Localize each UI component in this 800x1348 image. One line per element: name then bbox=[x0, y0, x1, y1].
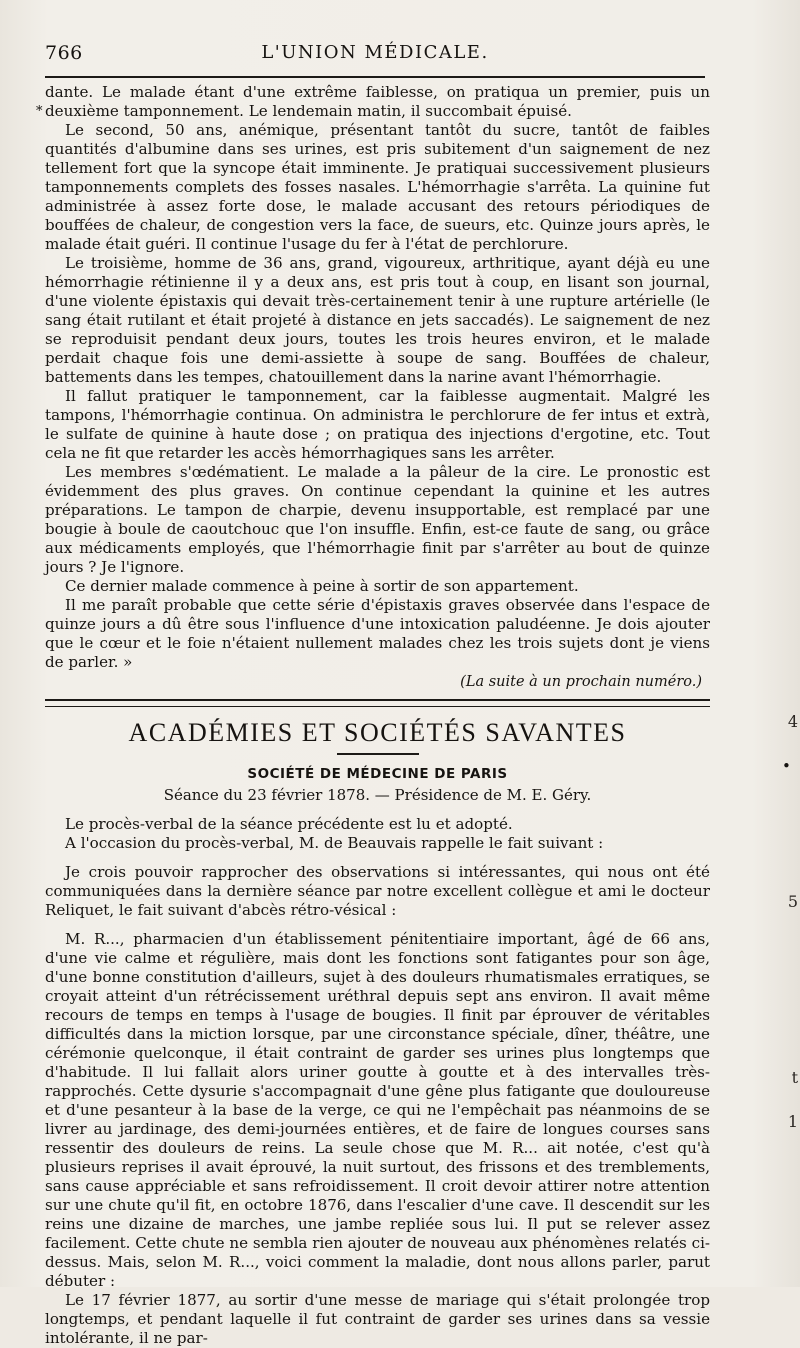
edge-digit: 4 bbox=[787, 712, 798, 731]
edge-digit: t bbox=[791, 1068, 798, 1087]
paragraph: Les membres s'œdématient. Le malade a la pâleur de la cire. Le pronostic est évidemment des plus graves. On continue cependant la quinine et les autres préparations. Le tampon de charpie, devenu insupportable, est remplacé par une bougie à boule de caoutchouc que l'on insuffle. Enfin, est-ce faute de sang, ou grâce aux médicaments employés, que l'hémorrhagie finit par s'arrêter au bout de quinze jours ? Je l'ignore. bbox=[45, 463, 710, 576]
continuation-note: (La suite à un prochain numéro.) bbox=[460, 674, 702, 690]
session-line: Séance du 23 février 1878. — Présidence de M. E. Géry. bbox=[163, 786, 592, 804]
paragraph-gap bbox=[45, 920, 710, 930]
section-divider bbox=[45, 699, 710, 707]
paragraph: Il me paraît probable que cette série d'épistaxis graves observée dans l'espace de quinze jours a dû être sous l'influence d'une intoxication paludéenne. Je dois ajouter que le cœur et le foie n'étaient nullement malades chez les trois sujets dont je viens de parler. » bbox=[45, 596, 710, 671]
society-heading: SOCIÉTÉ DE MÉDECINE DE PARIS bbox=[247, 766, 508, 782]
paragraph: Il fallut pratiquer le tamponnement, car la faiblesse augmentait. Malgré les tampons, l'hémorrhagie continua. On administra le perchlorure de fer intus et extrà, le sulfate de quinine à haute dose ; on pratiqua des injections d'ergotine, etc. Tout cela ne fit que retarder les accès hémorrhagiques sans les arrêter. bbox=[45, 387, 710, 462]
paragraph: Le 17 février 1877, au sortir d'une messe de mariage qui s'était prolongée trop longtemps, et pendant laquelle il fut contraint de garder ses urines dans sa vessie intolérante, il ne par- bbox=[45, 1291, 710, 1347]
paragraph: Le troisième, homme de 36 ans, grand, vigoureux, arthritique, ayant déjà eu une hémorrhagie rétinienne il y a deux ans, est pris tout à coup, en lisant son journal, d'une violente épistaxis qui devait très-certainement tenir à une rupture artérielle (le sang était rutilant et était projeté à distance en jets saccadés). Le saignement de nez se reproduisit pendant deux jours, toutes les trois heures environ, et le malade perdait chaque fois une demi-assiette à soupe de sang. Bouffées de chaleur, battements dans les tempes, chatouillement dans la narine avant l'hémorrhagie. bbox=[45, 254, 710, 386]
edge-digit: 1 bbox=[787, 1112, 798, 1131]
paragraph: Le procès-verbal de la séance précédente est lu et adopté. bbox=[65, 815, 513, 833]
paragraph: M. R..., pharmacien d'un établissement pénitentiaire important, âgé de 66 ans, d'une vie calme et régulière, mais dont les fonctions sont fatigantes pour son âge, d'une bonne constitution d'ailleurs, sujet à des douleurs rhumatismales erratiques, se croyait atteint d'un rétrécissement uréthral depuis sept ans environ. Il avait même recours de temps en temps à l'usage de bougies. Il finit par éprouver de véritables difficultés dans la miction lorsque, par une circonstance spéciale, dîner, théâtre, une cérémonie quelconque, il était contraint de garder ses urines plus longtemps que d'habitude. Il lui fallait alors uriner goutte à goutte et à des intervalles très-rapprochés. Cette dysurie s'accompagnait d'une gêne plus fatigante que douloureuse et d'une pesanteur à la base de la verge, ce qui ne l'empêchait pas néanmoins de se livrer au jardinage, des demi-journées entières, et de faire de longues courses sans ressentir des douleurs de reins. La seule chose que M. R... ait notée, c'est qu'à plusieurs reprises il avait éprouvé, la nuit surtout, des frissons et des tremblements, sans cause appréciable et sans refroidissement. Il croit devoir attirer notre attention sur une chute qu'il fit, en octobre 1876, dans l'escalier d'une cave. Il descendit sur les reins une dizaine de marches, une jambe repliée sous lui. Il put se relever assez facilement. Cette chute ne sembla rien ajouter de nouveau aux phénomènes relatés ci-dessus. Mais, selon M. R..., voici comment la maladie, dont nous allons parler, parut débuter : bbox=[45, 930, 710, 1290]
edge-digit: 5 bbox=[787, 892, 798, 911]
text-column bbox=[45, 83, 710, 1348]
paragraph: Ce dernier malade commence à peine à sortir de son appartement. bbox=[65, 577, 579, 595]
paragraph: dante. Le malade étant d'une extrême faiblesse, on pratiqua un premier, puis un deuxième tamponnement. Le lendemain matin, il succombait épuisé. bbox=[45, 83, 710, 120]
minutes-text bbox=[45, 815, 710, 1348]
title-underline bbox=[337, 753, 419, 755]
paragraph: Le second, 50 ans, anémique, présentant tantôt du sucre, tantôt de faibles quantités d'albumine dans ses urines, est pris subitement d'un saignement de nez tellement fort que la syncope était imminente. Je pratiquai successivement plusieurs tamponnements complets des fosses nasales. L'hémorrhagie s'arrêta. La quinine fut administrée à assez forte dose, le malade accusant des retours périodiques de bouffées de chaleur, de congestion vers la face, de sueurs, etc. Quinze jours après, le malade était guéri. Il continue l'usage du fer à l'état de perchlorure. bbox=[45, 121, 710, 253]
paragraph: Je crois pouvoir rapprocher des observations si intéressantes, qui nous ont été communiquées dans la dernière séance par notre excellent collègue et ami le docteur Reliquet, le fait suivant d'abcès rétro-vésical : bbox=[45, 863, 710, 919]
margin-star-mark: * bbox=[36, 104, 43, 119]
page-header bbox=[45, 42, 705, 70]
header-rule bbox=[45, 76, 705, 78]
case-report-text bbox=[45, 83, 710, 672]
paragraph: A l'occasion du procès-verbal, M. de Beauvais rappelle le fait suivant : bbox=[65, 834, 604, 852]
margin-dot-mark: • bbox=[782, 757, 791, 775]
paragraph-gap bbox=[45, 853, 710, 863]
page-number: 766 bbox=[45, 42, 83, 64]
section-title: ACADÉMIES ET SOCIÉTÉS SAVANTES bbox=[128, 718, 627, 747]
running-title: L'UNION MÉDICALE. bbox=[261, 42, 489, 63]
